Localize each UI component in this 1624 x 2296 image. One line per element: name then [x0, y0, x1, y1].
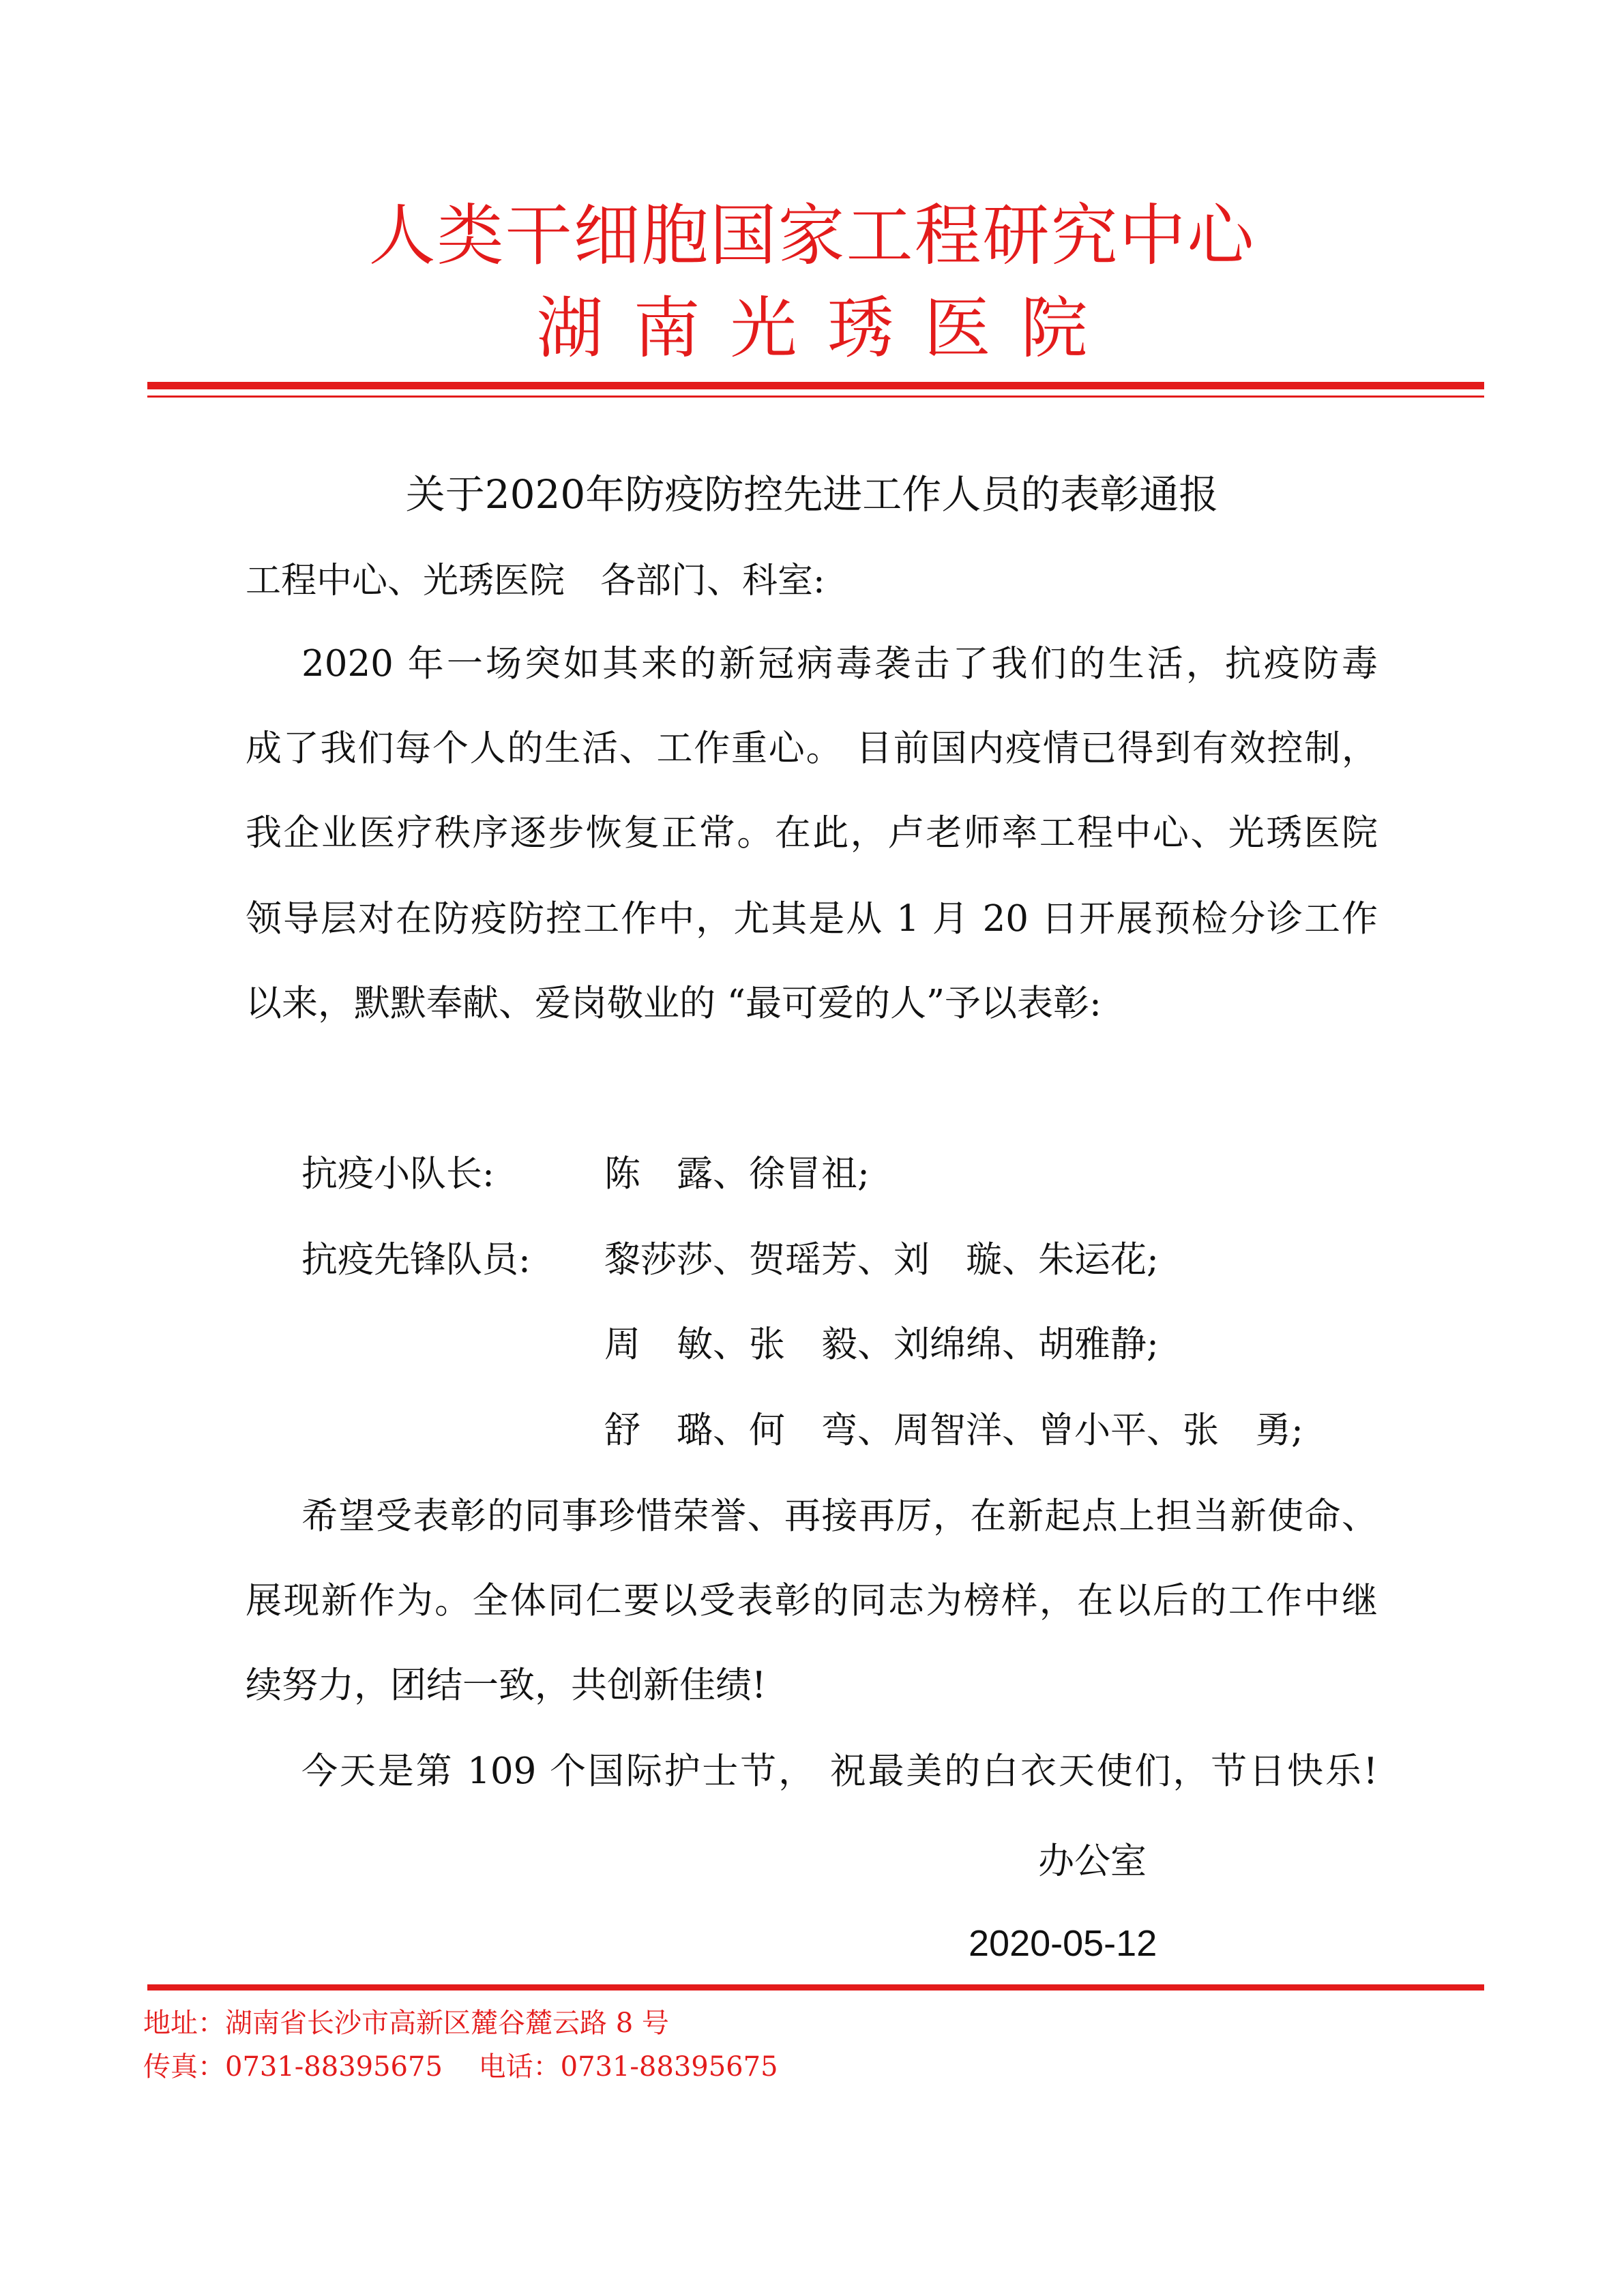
paragraph-1-line: 我企业医疗秩序逐步恢复正常。在此，卢老师率工程中心、光琇医院 [246, 812, 1378, 854]
organization-name-line-2: 湖南光琇医院 [536, 290, 1118, 368]
paragraph-2-line: 希望受表彰的同事珍惜荣誉、再接再厉，在新起点上担当新使命、 [301, 1495, 1378, 1537]
signature-date: 2020-05-12 [969, 1923, 1157, 1964]
paragraph-1-line: 2020 年一场突如其来的新冠病毒袭击了我们的生活，抗疫防毒 [301, 643, 1378, 685]
paragraph-1-line: 成了我们每个人的生活、工作重心。 目前国内疫情已得到有效控制， [246, 728, 1378, 769]
paragraph-1-line: 以来，默默奉献、爱岗敬业的 “最可爱的人”予以表彰: [246, 983, 1102, 1024]
vanguard-names-line: 舒 璐、何 弯、周智洋、曾小平、张 勇; [604, 1410, 1303, 1451]
paragraph-2-line: 展现新作为。全体同仁要以受表彰的同志为榜样，在以后的工作中继 [246, 1580, 1378, 1622]
signature-office: 办公室 [1038, 1840, 1147, 1882]
captain-label: 抗疫小队长: [301, 1153, 494, 1195]
letterhead-divider-thick [147, 382, 1484, 389]
footer-contact: 传真：0731-88395675 电话：0731-88395675 [143, 2051, 778, 2083]
salutation: 工程中心、光琇医院 各部门、科室: [246, 561, 825, 601]
vanguard-names-line: 黎莎莎、贺瑶芳、刘 璇、朱运花; [604, 1239, 1159, 1281]
captain-names: 陈 露、徐冒祖; [604, 1153, 870, 1195]
notice-title: 关于2020年防疫防控先进工作人员的表彰通报 [405, 471, 1219, 518]
organization-name-line-1: 人类干细胞国家工程研究中心 [368, 197, 1256, 275]
paragraph-2-line: 续努力，团结一致，共创新佳绩! [246, 1665, 767, 1706]
footer-divider [147, 1984, 1484, 1991]
paragraph-3: 今天是第 109 个国际护士节， 祝最美的白衣天使们，节日快乐! [301, 1750, 1378, 1792]
vanguard-names-line: 周 敏、张 毅、刘绵绵、胡雅静; [604, 1324, 1159, 1365]
vanguard-label: 抗疫先锋队员: [301, 1239, 531, 1281]
paragraph-1-line: 领导层对在防疫防控工作中，尤其是从 1 月 20 日开展预检分诊工作 [246, 898, 1378, 940]
footer-address: 地址：湖南省长沙市高新区麓谷麓云路 8 号 [143, 2008, 669, 2039]
letterhead-divider-thin [147, 396, 1484, 398]
